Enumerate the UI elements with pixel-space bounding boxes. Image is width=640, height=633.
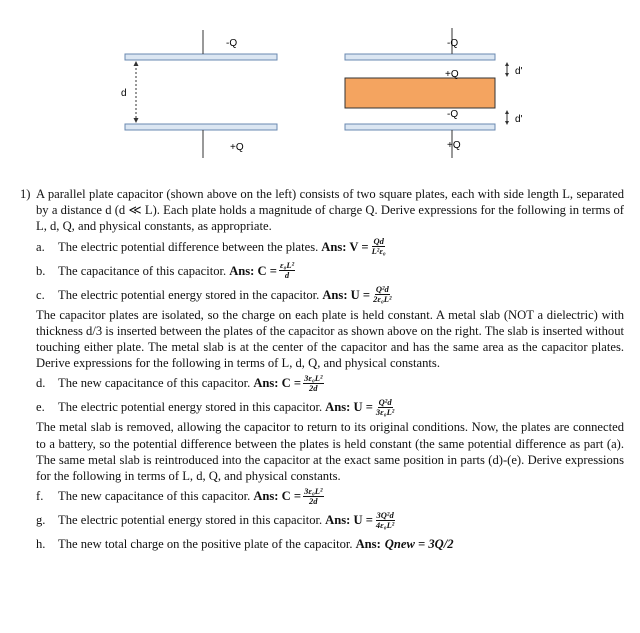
slab-bottom-charge: -Q <box>447 109 459 120</box>
answer-fraction <box>375 398 395 417</box>
answer-denominator: 4ε₀L² <box>375 519 395 530</box>
part-text: The new capacitance of this capacitor. <box>58 489 251 504</box>
answer-prefix: Ans: C = <box>253 376 302 391</box>
problem-intro <box>20 186 624 235</box>
capacitor-figure <box>0 0 640 180</box>
part-h <box>36 532 624 556</box>
right-bottom-gap-arrow-up-head <box>505 110 509 114</box>
problem-text <box>20 186 624 556</box>
part-text: The new capacitance of this capacitor. <box>58 376 251 391</box>
answer-fraction <box>303 374 323 393</box>
part-label: a. <box>36 239 45 254</box>
left-gap-label: d <box>121 88 127 99</box>
part-label: b. <box>36 263 46 278</box>
parts-group-1 <box>20 235 624 307</box>
right-top-gap-label: d' <box>515 66 523 77</box>
right-bottom-gap-arrow-down-head <box>505 121 509 125</box>
part-f <box>36 484 624 508</box>
part-label: c. <box>36 287 45 302</box>
part-label: e. <box>36 400 45 415</box>
problem-intro-text: A parallel plate capacitor (shown above on the left) consists of two square plates, each with side length L, separated by a distance d (d ≪ L). Each plate holds a magnitude of charge Q. Derive expressions for the following in terms of L, d, Q, and physical constants, as appropriate. <box>36 187 624 234</box>
left-top-plate <box>125 54 277 60</box>
part-g <box>36 508 624 532</box>
problem-number: 1) <box>20 187 31 201</box>
part-text: The capacitance of this capacitor. <box>58 263 227 278</box>
answer-numerator: 3ε₀L² <box>304 485 323 496</box>
answer-fraction <box>371 237 387 256</box>
answer-denominator: 2d <box>309 495 318 506</box>
part-label: h. <box>36 537 46 552</box>
answer-prefix: Ans: C = <box>253 489 302 504</box>
answer-numerator: ε₀L² <box>279 260 295 271</box>
left-bottom-charge: +Q <box>230 142 244 153</box>
right-capacitor <box>345 28 523 158</box>
answer-denominator: 2d <box>309 382 318 393</box>
answer-prefix: Ans: U = <box>325 400 373 415</box>
answer-fraction <box>375 511 395 530</box>
part-text: The electric potential energy stored in this capacitor. <box>58 400 323 415</box>
answer-prefix: Ans: C = <box>229 263 277 278</box>
left-bottom-plate <box>125 124 277 130</box>
right-bottom-plate <box>345 124 495 130</box>
answer-denominator: 2ε₀L² <box>373 294 392 305</box>
metal-slab <box>345 78 495 108</box>
slab-top-charge: +Q <box>445 69 459 80</box>
answer-numerator: Q²d <box>375 284 389 295</box>
part-label: f. <box>36 489 44 504</box>
answer-prefix: Ans: U = <box>322 287 371 302</box>
part-text: The electric potential difference between the plates. <box>58 239 319 254</box>
answer-fraction <box>279 261 295 280</box>
answer-prefix: Ans: <box>355 537 381 552</box>
right-top-plate <box>345 54 495 60</box>
part-text: The electric potential energy stored in this capacitor. <box>58 513 323 528</box>
answer-denominator: d <box>284 270 290 281</box>
answer-numerator: 3Q²d <box>376 509 394 520</box>
part-e <box>36 395 624 419</box>
answer-numerator: 3ε₀L² <box>304 372 323 383</box>
left-gap-arrow-up-head <box>134 61 139 66</box>
part-c <box>36 283 624 307</box>
right-top-gap-arrow-up-head <box>505 62 509 66</box>
right-bottom-charge: +Q <box>447 140 461 151</box>
part-text: The electric potential energy stored in the capacitor. <box>58 287 320 302</box>
answer-prefix: Ans: U = <box>325 513 373 528</box>
answer-expression: Qnew = 3Q/2 <box>384 537 454 552</box>
paragraph-slab-inserted: The capacitor plates are isolated, so the charge on each plate is held constant. A metal slab (NOT a dielectric) with thickness d/3 is inserted between the plates of the capacitor as shown above on the right. The slab is inserted without touching either plate. The metal slab is at the center of the capacitor and has the same area as the capacitor plates. Derive expressions for the following in terms of L, d, Q, and physical constants. <box>36 307 624 371</box>
answer-numerator: Q²d <box>378 396 392 407</box>
part-a <box>36 235 624 259</box>
answer-numerator: Qd <box>373 236 384 247</box>
left-top-charge: -Q <box>226 38 238 49</box>
part-text: The new total charge on the positive plate of the capacitor. <box>58 537 353 552</box>
part-b <box>36 259 624 283</box>
parts-group-2 <box>20 371 624 419</box>
left-capacitor <box>121 30 277 158</box>
answer-denominator: L²ε₀ <box>371 246 386 257</box>
part-label: d. <box>36 376 46 391</box>
answer-prefix: Ans: V = <box>321 239 369 254</box>
part-d <box>36 371 624 395</box>
right-top-gap-arrow-down-head <box>505 73 509 77</box>
right-top-charge: -Q <box>447 38 459 49</box>
right-bottom-gap-label: d' <box>515 114 523 125</box>
part-label: g. <box>36 513 46 528</box>
answer-fraction <box>372 285 392 304</box>
left-gap-arrow-down-head <box>134 118 139 123</box>
parts-group-3 <box>20 484 624 532</box>
paragraph-battery-connected: The metal slab is removed, allowing the capacitor to return to its original conditions. Now, the plates are connected to a battery, so the potential difference between the plates is held constant (the same potential difference as part (a). The same metal slab is reintroduced into the capacitor at the exact same position in parts (d)-(e). Derive expressions for the following in terms of L, d, Q, and physical constants. <box>36 420 624 484</box>
answer-fraction <box>303 487 323 506</box>
answer-denominator: 3ε₀L² <box>375 406 395 417</box>
